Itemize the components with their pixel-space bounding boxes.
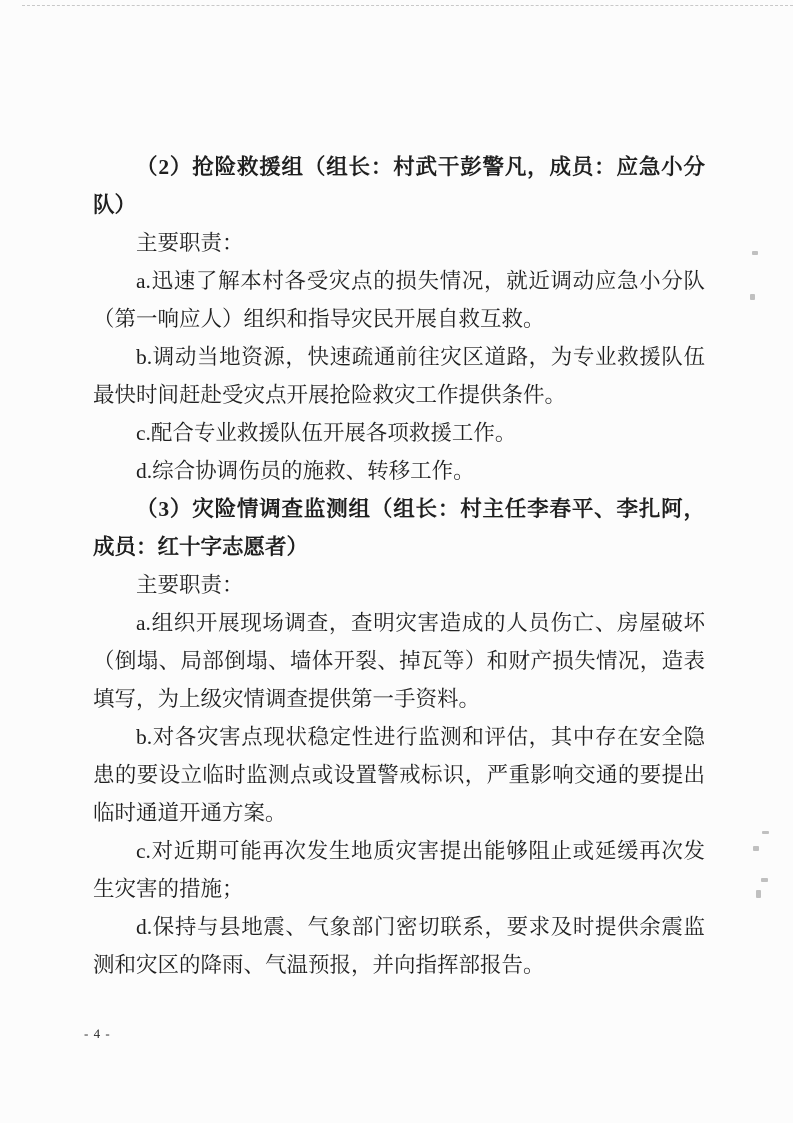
rescue-duty-a: a.迅速了解本村各受灾点的损失情况，就近调动应急小分队（第一响应人）组织和指导灾民开展自救互救。 — [93, 269, 705, 331]
duties-label-survey: 主要职责： — [136, 573, 244, 597]
section-heading-rescue-team: （2）抢险救援组（组长：村武干彭警凡，成员：应急小分队） — [93, 155, 705, 217]
rescue-duty-b: b.调动当地资源，快速疏通前往灾区道路，为专业救援队伍最快时间赶赴受灾点开展抢险救灾工作提供条件。 — [93, 345, 705, 407]
survey-duty-b: b.对各灾害点现状稳定性进行监测和评估，其中存在安全隐患的要设立临时监测点或设置警戒标识，严重影响交通的要提出临时通道开通方案。 — [93, 725, 705, 825]
scan-artifact-speck — [753, 846, 759, 851]
scan-artifact-speck — [756, 890, 761, 898]
survey-duty-d: d.保持与县地震、气象部门密切联系，要求及时提供余震监测和灾区的降雨、气温预报，并向指挥部报告。 — [93, 915, 705, 977]
scan-artifact-speck — [762, 831, 769, 834]
duties-label-rescue: 主要职责： — [136, 231, 244, 255]
rescue-duty-d: d.综合协调伤员的施救、转移工作。 — [136, 459, 475, 483]
survey-duty-a: a.组织开展现场调查，查明灾害造成的人员伤亡、房屋破坏（倒塌、局部倒塌、墙体开裂、掉瓦等）和财产损失情况，造表填写，为上级灾情调查提供第一手资料。 — [93, 611, 705, 711]
scan-artifact-speck — [752, 251, 758, 255]
scan-artifact-speck — [750, 294, 755, 300]
rescue-duty-c: c.配合专业救援队伍开展各项救援工作。 — [136, 421, 517, 445]
scan-artifact-top-line — [22, 5, 793, 6]
scan-artifact-speck — [761, 878, 768, 882]
page-number: - 4 - — [84, 1026, 111, 1041]
section-heading-survey-team: （3）灾险情调查监测组（组长：村主任李春平、李扎阿，成员：红十字志愿者） — [93, 497, 705, 559]
document-body — [93, 148, 705, 984]
survey-duty-c: c.对近期可能再次发生地质灾害提出能够阻止或延缓再次发生灾害的措施； — [93, 839, 705, 901]
